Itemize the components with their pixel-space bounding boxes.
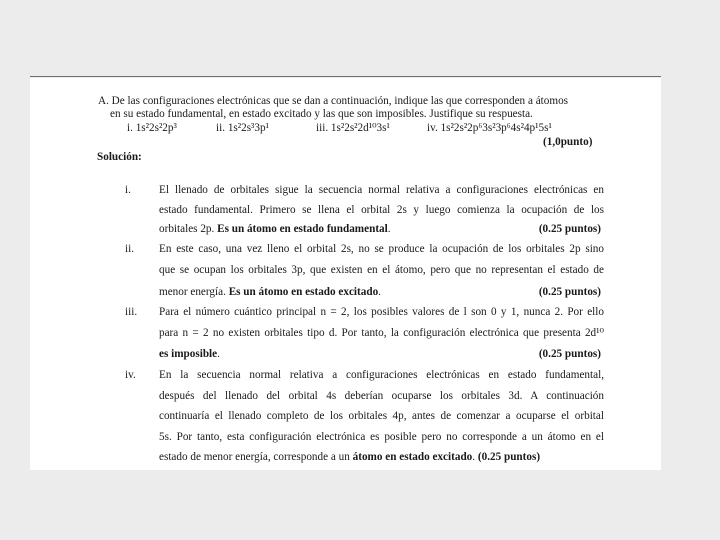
answer-iii-period: .: [217, 348, 220, 360]
option-iii-config: 1s²2s²2d¹⁰3s¹: [330, 122, 390, 134]
option-i: [127, 123, 177, 134]
answer-iii-points: (0.25 puntos): [538, 348, 601, 360]
answer-iii-line-3: [159, 349, 604, 360]
answer-i-line-1: El llenado de orbitales sigue la secuencia normal relativa a configuraciones electrónicas en: [159, 184, 604, 196]
option-iv-config: 1s²2s²2p⁶3s²3p⁶4s²4p¹5s¹: [440, 122, 552, 134]
answer-ii-numeral: ii.: [125, 243, 135, 255]
answer-ii-conclusion: Es un átomo en estado excitado: [228, 286, 379, 298]
option-ii-config: 1s²2s³3p¹: [227, 122, 269, 134]
answer-iv-line-5: [159, 452, 604, 463]
option-i-config: 1s²2s²2p³: [135, 122, 177, 134]
answer-ii-line-1: En este caso, una vez lleno el orbital 2s, no se produce la ocupación de los orbitales 2p sino: [159, 243, 604, 255]
option-iii-label: iii.: [316, 122, 329, 134]
answer-iv-points: (0.25 puntos): [477, 451, 541, 463]
answer-i-points: (0.25 puntos): [538, 223, 601, 235]
option-iii: [316, 123, 390, 134]
answer-i-line-3: [159, 224, 604, 235]
option-iv-label: iv.: [427, 122, 438, 134]
top-divider: [30, 76, 661, 77]
answer-i-line-2: estado fundamental. Primero se llena el orbital 2s y luego comienza la ocupación de los: [159, 204, 604, 216]
question-points: (1,0punto): [543, 136, 593, 148]
answer-iv-period: .: [472, 451, 476, 463]
answer-iv-line-3: continuaría el llenado completo de los orbitales 4p, antes de comenzar a ocuparse el orbital: [159, 410, 604, 422]
answer-iv-line-4: 5s. Por tanto, esta configuración electrónica es posible pero no corresponde a un átomo en el: [159, 431, 604, 443]
answer-i-numeral: i.: [125, 184, 131, 196]
answer-i-period: .: [387, 223, 391, 235]
option-i-label: i.: [127, 122, 133, 134]
answer-iii-line-1: Para el número cuántico principal n = 2, los posibles valores de l son 0 y 1, nunca 2. Por ello: [159, 306, 604, 318]
question-line-2: en su estado fundamental, en estado excitado y las que son imposibles. Justifique su respuesta.: [110, 108, 533, 120]
answer-ii-line-2: que se ocupan los orbitales 3p, que existen en el átomo, pero que no representan el estado de: [159, 264, 604, 276]
option-ii: [216, 123, 269, 134]
option-iv: [427, 123, 552, 134]
answer-iv-text: estado de menor energía, corresponde a un: [159, 451, 353, 463]
answer-ii-points: (0.25 puntos): [538, 286, 601, 298]
answer-iii-conclusion: es imposible: [159, 348, 218, 360]
document-page: [30, 78, 661, 470]
answer-i-text: orbitales 2p.: [159, 223, 218, 235]
answer-iv-numeral: iv.: [125, 369, 136, 381]
answer-i-conclusion: Es un átomo en estado fundamental: [217, 223, 388, 235]
answer-iii-line-2: para n = 2 no existen orbitales tipo d. Por tanto, la configuración electrónica que presenta 2d¹⁰: [159, 327, 604, 339]
answer-iv-line-1: En la secuencia normal relativa a configuraciones electrónicas en estado fundamental,: [159, 369, 604, 381]
answer-iii-numeral: iii.: [125, 306, 138, 318]
answer-iv-conclusion: átomo en estado excitado: [352, 451, 473, 463]
answer-ii-line-3: [159, 287, 604, 298]
answer-ii-period: .: [378, 286, 381, 298]
question-line-1: A. De las configuraciones electrónicas que se dan a continuación, indique las que corresponden a átomos: [98, 95, 569, 107]
answer-iv-line-2: después del llenado del orbital 4s deberían ocuparse los orbitales 3d. A continuación: [159, 390, 604, 402]
answer-ii-text: menor energía.: [159, 286, 229, 298]
option-ii-label: ii.: [216, 122, 226, 134]
solution-label: Solución:: [97, 151, 142, 163]
